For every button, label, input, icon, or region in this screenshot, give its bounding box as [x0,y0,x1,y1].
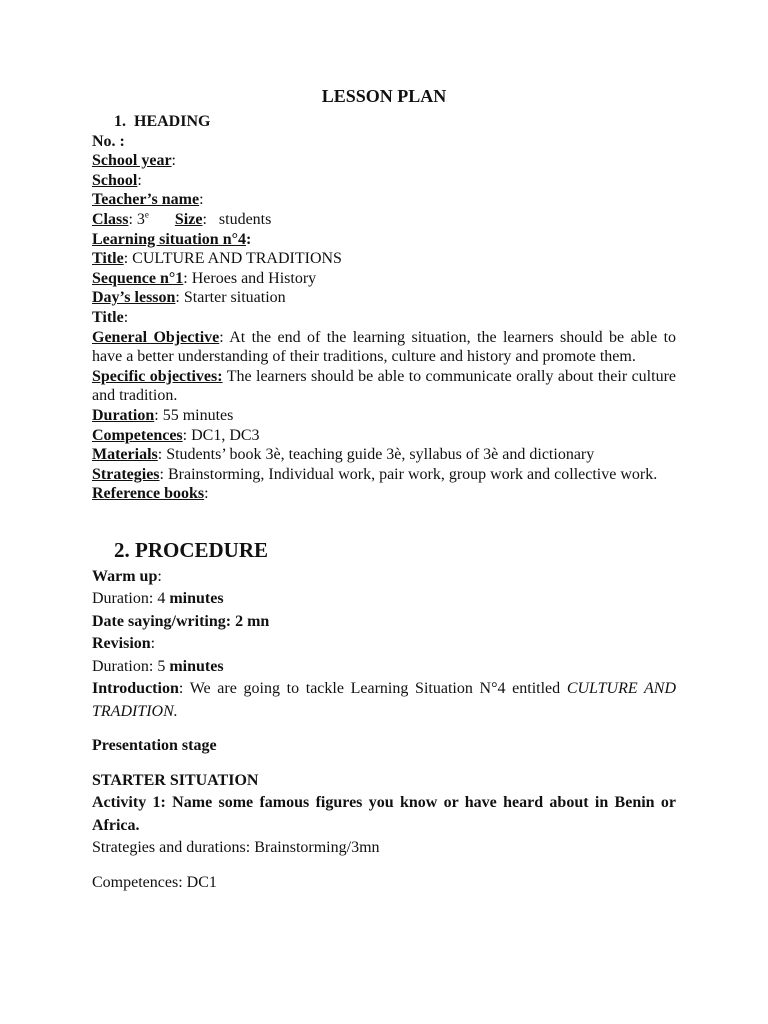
day-lesson-field: Day’s lesson: Starter situation [92,289,286,307]
strategies-line: Strategies and durations: Brainstorming/3mn [92,839,380,857]
revision-field: Revision: [92,635,156,653]
learning-situation-field: Learning situation n°4: [92,230,252,248]
activity-1: Activity 1: Name some famous figures you know or have heard about in Benin or Africa. [92,794,676,834]
procedure-section [92,566,676,895]
title-label: Title [92,250,124,268]
introduction-field: Introduction: We are going to tackle Learning Situation N°4 entitled CULTURE AND TRADITION. [92,680,677,720]
title-field: Title: CULTURE AND TRADITIONS [92,250,342,268]
introduction-label: Introduction [92,680,179,698]
procedure-title [114,538,676,562]
materials-label: Materials [92,446,158,464]
document-title: LESSON PLAN [321,86,447,106]
title2-label: Title [92,308,124,326]
specific-objectives-field [92,367,676,406]
school-label: School [92,171,138,189]
revision-duration-prefix: Duration: 5 [92,657,166,675]
day-lesson-value: Starter situation [183,289,286,307]
materials-value: Students’ book 3è, teaching guide 3è, syllabus of 3è and dictionary [166,446,595,464]
competences-line: Competences: DC1 [92,873,217,891]
learning-situation-label: Learning situation n°4 [92,230,246,248]
starter-situation: STARTER SITUATION [92,771,259,789]
warm-up-duration-unit: minutes [169,590,224,608]
duration-value: 55 minutes [162,406,234,424]
class-value: 3 [136,210,145,228]
general-objective-field: General Objective: At the end of the learning situation, the learners should be able to have a better understanding of their traditions, culture and history and promote them. [92,328,677,366]
warm-up-duration [92,588,676,611]
warm-up-label: Warm up [92,567,158,585]
revision-label: Revision [92,635,151,653]
heading-number: 1. [114,113,126,130]
introduction-italic: CULTURE AND TRADITION. [92,680,677,720]
document-page [92,86,676,894]
title2-field: Title: [92,308,129,326]
specific-objectives-value: The learners should be able to communicate orally about their culture and tradition. [92,367,676,405]
presentation-stage: Presentation stage [92,737,217,755]
class-sup: e [144,209,149,220]
strategies-value: Brainstorming, Individual work, pair work, group work and collective work. [167,465,658,483]
competences-value: DC1, DC3 [191,426,260,444]
competences-field: Competences: DC1, DC3 [92,426,260,444]
strategies-field: Strategies: Brainstorming, Individual work, pair work, group work and collective work. [92,465,658,483]
heading-section [92,112,676,504]
sequence-field: Sequence n°1: Heroes and History [92,269,317,287]
procedure-title-text: PROCEDURE [135,537,269,562]
revision-duration-unit: minutes [169,657,224,675]
procedure-number: 2. [114,537,130,562]
teacher-label: Teacher’s name [92,191,200,209]
teacher-field: Teacher’s name: [92,191,204,209]
title-value: CULTURE AND TRADITIONS [132,250,342,268]
no-field: No. : [92,132,125,150]
specific-objectives-label: Specific objectives: [92,367,223,385]
size-value: students [218,210,272,228]
reference-books-label: Reference books [92,485,205,503]
day-lesson-label: Day’s lesson [92,289,176,307]
revision-duration [92,656,676,679]
materials-field: Materials: Students’ book 3è, teaching guide 3è, syllabus of 3è and dictionary [92,446,595,464]
general-objective-value: At the end of the learning situation, the learners should be able to have a better understanding of their traditions, culture and history and promote them. [92,328,677,366]
date-saying: Date saying/writing: 2 mn [92,612,270,630]
duration-field: Duration: 55 minutes [92,406,234,424]
class-label: Class [92,210,129,228]
introduction-text: We are going to tackle Learning Situation N°4 entitled [189,680,561,698]
competences-label: Competences [92,426,183,444]
class-size-field: Class: 3e Size: students [92,209,272,228]
strategies-label: Strategies [92,465,160,483]
heading-title [114,112,676,132]
school-field: School: [92,171,142,189]
reference-books-field: Reference books: [92,485,209,503]
duration-label: Duration [92,406,155,424]
sequence-label: Sequence n°1 [92,269,184,287]
school-year-field: School year: [92,152,176,170]
warm-up-duration-prefix: Duration: 4 [92,590,166,608]
warm-up-field: Warm up: [92,567,162,585]
school-year-label: School year [92,152,172,170]
size-label: Size [174,210,203,228]
general-objective-label: General Objective [92,328,220,346]
sequence-value: Heroes and History [191,269,317,287]
heading-title-text: HEADING [134,113,211,130]
